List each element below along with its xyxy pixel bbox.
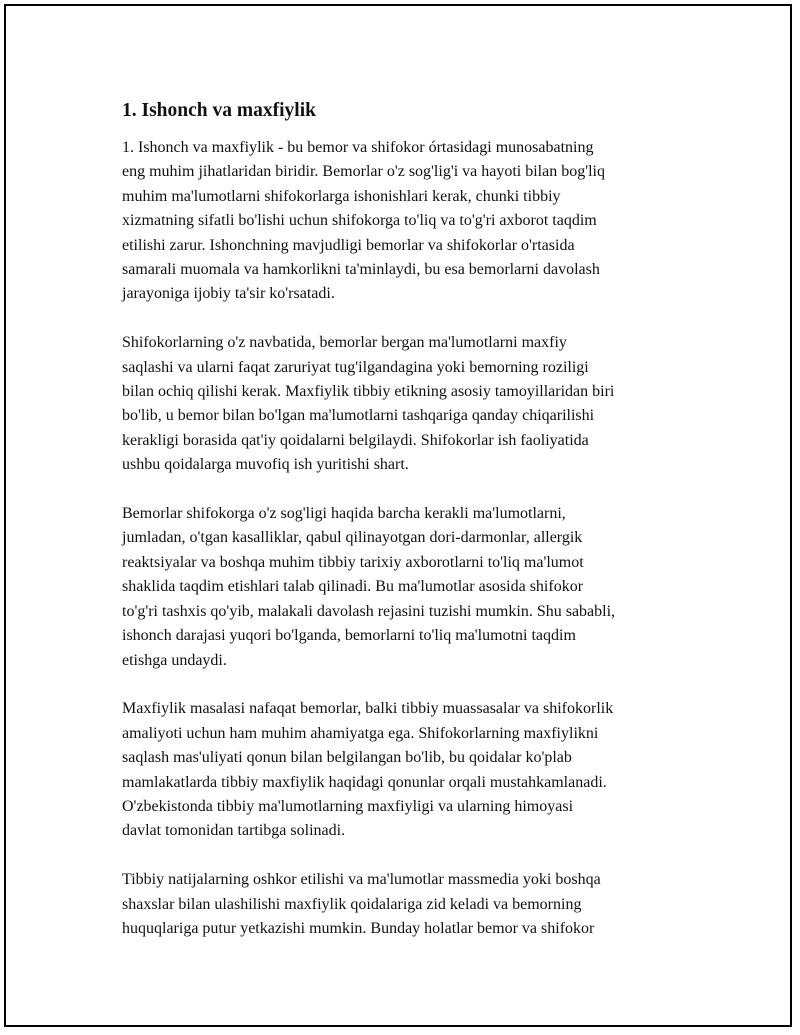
text-line: etishga undaydi. bbox=[122, 651, 227, 669]
text-line: ishonch darajasi yuqori bo'lganda, bemorlarni to'liq ma'lumotni taqdim bbox=[122, 627, 576, 645]
paragraph-2 bbox=[122, 331, 712, 477]
text-line: shaxslar bilan ulashilishi maxfiylik qoidalariga zid keladi va bemorning bbox=[122, 895, 582, 913]
text-line: eng muhim jihatlaridan biridir. Bemorlar o'z sog'lig'i va hayoti bilan bog'liq bbox=[122, 163, 605, 181]
text-line: Maxfiylik masalasi nafaqat bemorlar, balki tibbiy muassasalar va shifokorlik bbox=[122, 700, 614, 718]
text-line: muhim ma'lumotlarni shifokorlarga ishonishlari kerak, chunki tibbiy bbox=[122, 187, 561, 205]
text-line: Tibbiy natijalarning oshkor etilishi va ma'lumotlar massmedia yoki boshqa bbox=[122, 871, 601, 889]
text-line: O'zbekistonda tibbiy ma'lumotlarning maxfiyligi va ularning himoyasi bbox=[122, 797, 574, 815]
text-line: reaktsiyalar va boshqa muhim tibbiy tarixiy axborotlarni to'liq ma'lumot bbox=[122, 553, 584, 571]
text-line: ushbu qoidalarga muvofiq ish yuritishi shart. bbox=[122, 456, 409, 474]
document-body bbox=[122, 98, 712, 966]
text-line: Bemorlar shifokorga o'z sog'ligi haqida barcha kerakli ma'lumotlarni, bbox=[122, 505, 566, 523]
text-line: amaliyoti uchun ham muhim ahamiyatga ega. Shifokorlarning maxfiylikni bbox=[122, 724, 599, 742]
paragraph-1 bbox=[122, 136, 712, 307]
text-line: bilan ochiq qilishi kerak. Maxfiylik tibbiy etikning asosiy tamoyillaridan biri bbox=[122, 383, 615, 401]
text-line: saqlash mas'uliyati qonun bilan belgilangan bo'lib, bu qoidalar ko'plab bbox=[122, 749, 572, 767]
text-line: jarayoniga ijobiy ta'sir ko'rsatadi. bbox=[122, 285, 335, 303]
text-line: jumladan, o'tgan kasalliklar, qabul qilinayotgan dori-darmonlar, allergik bbox=[122, 529, 583, 547]
text-line: etilishi zarur. Ishonchning mavjudligi bemorlar va shifokorlar o'rtasida bbox=[122, 236, 575, 254]
paragraph-4 bbox=[122, 697, 712, 843]
section-heading: 1. Ishonch va maxfiylik bbox=[122, 100, 316, 121]
text-line: xizmatning sifatli bo'lishi uchun shifokorga to'liq va to'g'ri axborot taqdim bbox=[122, 212, 597, 230]
text-line: mamlakatlarda tibbiy maxfiylik haqidagi qonunlar orqali mustahkamlanadi. bbox=[122, 773, 607, 791]
text-line: Shifokorlarning o'z navbatida, bemorlar bergan ma'lumotlarni maxfiy bbox=[122, 334, 567, 352]
text-line: samarali muomala va hamkorlikni ta'minlaydi, bu esa bemorlarni davolash bbox=[122, 261, 600, 279]
text-line: kerakligi borasida qat'iy qoidalarni belgilaydi. Shifokorlar ish faoliyatida bbox=[122, 431, 589, 449]
text-line: bo'lib, u bemor bilan bo'lgan ma'lumotlarni tashqariga qanday chiqarilishi bbox=[122, 407, 595, 425]
paragraph-5 bbox=[122, 868, 712, 941]
text-line: saqlashi va ularni faqat zaruriyat tug'ilgandagina yoki bemorning roziligi bbox=[122, 358, 589, 376]
text-line: to'g'ri tashxis qo'yib, malakali davolash rejasini tuzishi mumkin. Shu sababli, bbox=[122, 602, 616, 620]
document-page bbox=[4, 4, 792, 1027]
text-line: shaklida taqdim etishlari talab qilinadi. Bu ma'lumotlar asosida shifokor bbox=[122, 578, 584, 596]
text-line: davlat tomonidan tartibga solinadi. bbox=[122, 822, 346, 840]
text-line: 1. Ishonch va maxfiylik - bu bemor va shifokor órtasidagi munosabatning bbox=[122, 139, 594, 156]
paragraph-3 bbox=[122, 502, 712, 673]
text-line: huquqlariga putur yetkazishi mumkin. Bunday holatlar bemor va shifokor bbox=[122, 919, 595, 937]
